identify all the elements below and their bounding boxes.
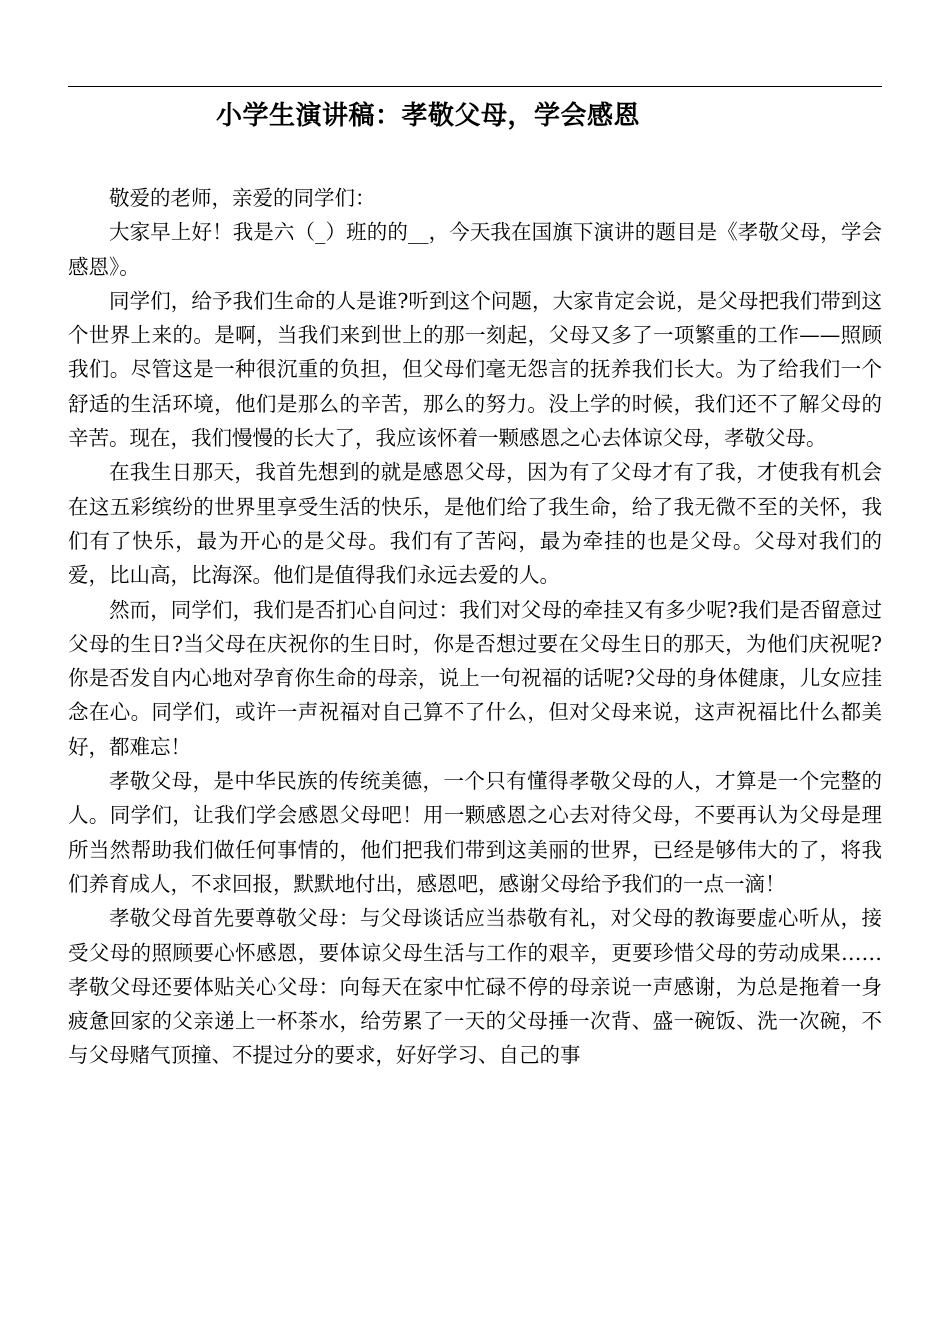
paragraph-respect-parents: 孝敬父母首先要尊敬父母：与父母谈话应当恭敬有礼，对父母的教诲要虚心听从，接受父母的照顾要心怀感恩，要体谅父母生活与工作的艰辛，更要珍惜父母的劳动成果……孝敬父母还要体贴关心父母：向每天在家中忙碌不停的母亲说一声感谢，为总是拖着一身疲惫回家的父亲递上一杯茶水，给劳累了一天的父母捶一次背、盛一碗饭、洗一次碗，不与父母赌气顶撞、不提过分的要求，好好学习、自己的事 — [68, 906, 882, 1068]
paragraph-who-gave-life: 同学们，给予我们生命的人是谁?听到这个问题，大家肯定会说，是父母把我们带到这个世界上来的。是啊，当我们来到世上的那一刻起，父母又多了一项繁重的工作——照顾我们。尽管这是一种很沉重的负担，但父母们毫无怨言的抚养我们长大。为了给我们一个舒适的生活环境，他们是那么的辛苦，那么的努力。没上学的时候，我们还不了解父母的辛苦。现在，我们慢慢的长大了，我应该怀着一颗感恩之心去体谅父母，孝敬父母。 — [68, 288, 882, 451]
paragraph-birthday: 在我生日那天，我首先想到的就是感恩父母，因为有了父母才有了我，才使我有机会在这五彩缤纷的世界里享受生活的快乐，是他们给了我生命，给了我无微不至的关怀，我们有了快乐，最为开心的是父母。我们有了苦闷，最为牵挂的也是父母。父母对我们的爱，比山高，比海深。他们是值得我们永远去爱的人。 — [68, 460, 882, 588]
paragraph-greeting: 敬爱的老师，亲爱的同学们： — [109, 186, 376, 210]
page-title: 小学生演讲稿：孝敬父母，学会感恩 — [216, 101, 641, 131]
paragraph-intro: 大家早上好！我是六（_）班的的__，今天我在国旗下演讲的题目是《孝敬父母，学会感恩》。 — [68, 220, 882, 279]
speech-body — [68, 181, 882, 1073]
paragraph-self-reflection: 然而，同学们，我们是否扪心自问过：我们对父母的牵挂又有多少呢?我们是否留意过父母的生日?当父母在庆祝你的生日时，你是否想过要在父母生日的那天，为他们庆祝呢?你是否发自内心地对孕育你生命的母亲，说上一句祝福的话呢?父母的身体健康，儿女应挂念在心。同学们，或许一声祝福对自己算不了什么，但对父母来说，这声祝福比什么都美好，都难忘！ — [68, 597, 882, 759]
header-rule — [68, 86, 882, 87]
paragraph-filial-virtue: 孝敬父母，是中华民族的传统美德，一个只有懂得孝敬父母的人，才算是一个完整的人。同学们，让我们学会感恩父母吧！用一颗感恩之心去对待父母，不要再认为父母是理所当然帮助我们做任何事情的，他们把我们带到这美丽的世界，已经是够伟大的了，将我们养育成人，不求回报，默默地付出，感恩吧，感谢父母给予我们的一点一滴！ — [68, 769, 882, 896]
